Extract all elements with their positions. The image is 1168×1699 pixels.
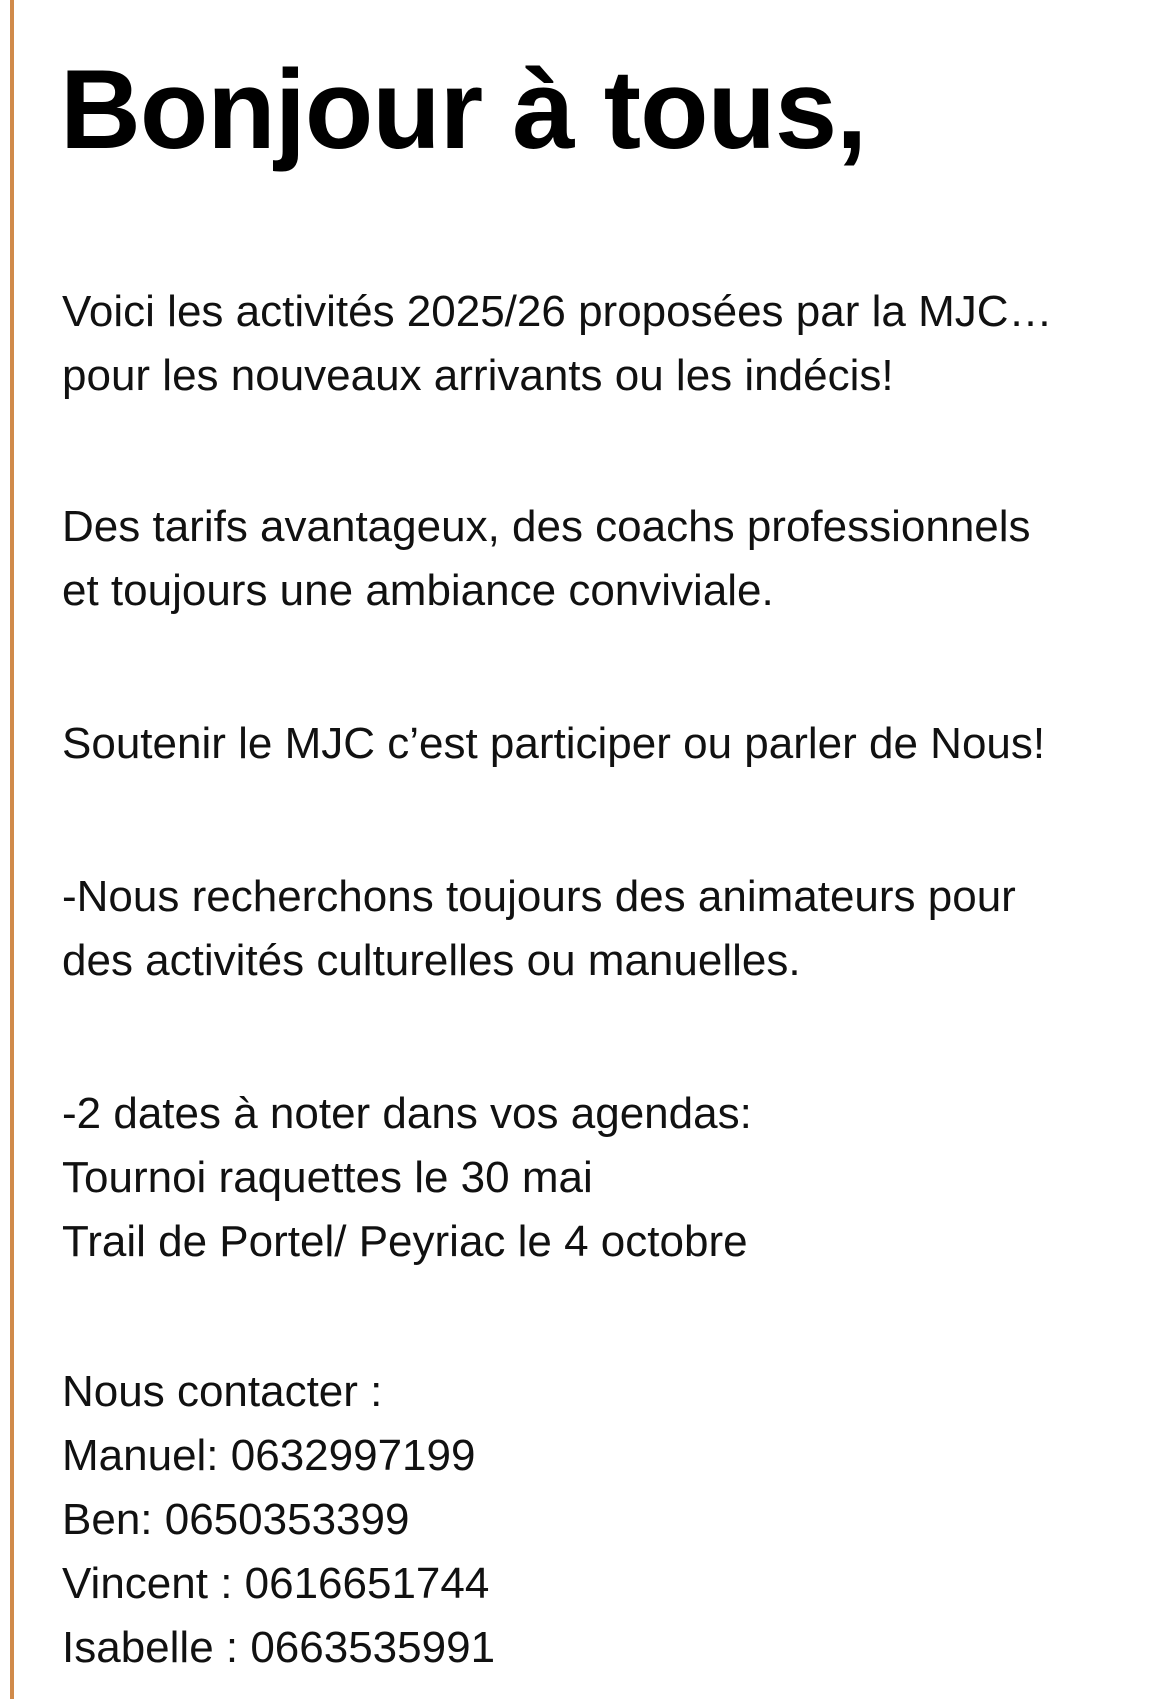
pricing-line-1: Des tarifs avantageux, des coachs professionnels <box>62 502 1031 551</box>
dates-line-2: Tournoi raquettes le 30 mai <box>62 1153 593 1202</box>
volunteers-paragraph <box>62 865 1016 993</box>
support-line-1: Soutenir le MJC c’est participer ou parler de Nous! <box>62 719 1046 768</box>
intro-paragraph <box>62 280 1053 408</box>
dates-paragraph <box>62 1082 752 1274</box>
pricing-line-2: et toujours une ambiance conviviale. <box>62 566 774 615</box>
pricing-paragraph <box>62 495 1031 623</box>
intro-line-2: pour les nouveaux arrivants ou les indécis! <box>62 351 894 400</box>
contact-section <box>62 1360 495 1680</box>
dates-line-1: -2 dates à noter dans vos agendas: <box>62 1089 752 1138</box>
contact-entry-vincent: Vincent : 0616651744 <box>62 1559 490 1608</box>
volunteers-line-2: des activités culturelles ou manuelles. <box>62 936 801 985</box>
contact-heading: Nous contacter : <box>62 1367 383 1416</box>
contact-entry-isabelle: Isabelle : 0663535991 <box>62 1623 496 1672</box>
support-paragraph <box>62 712 1045 776</box>
intro-line-1: Voici les activités 2025/26 proposées par la MJC… <box>62 287 1053 336</box>
dates-line-3: Trail de Portel/ Peyriac le 4 octobre <box>62 1217 748 1266</box>
contact-entry-ben: Ben: 0650353399 <box>62 1495 410 1544</box>
contact-entry-manuel: Manuel: 0632997199 <box>62 1431 476 1480</box>
volunteers-line-1: -Nous recherchons toujours des animateurs pour <box>62 872 1016 921</box>
greeting-title: Bonjour à tous, <box>60 47 867 172</box>
